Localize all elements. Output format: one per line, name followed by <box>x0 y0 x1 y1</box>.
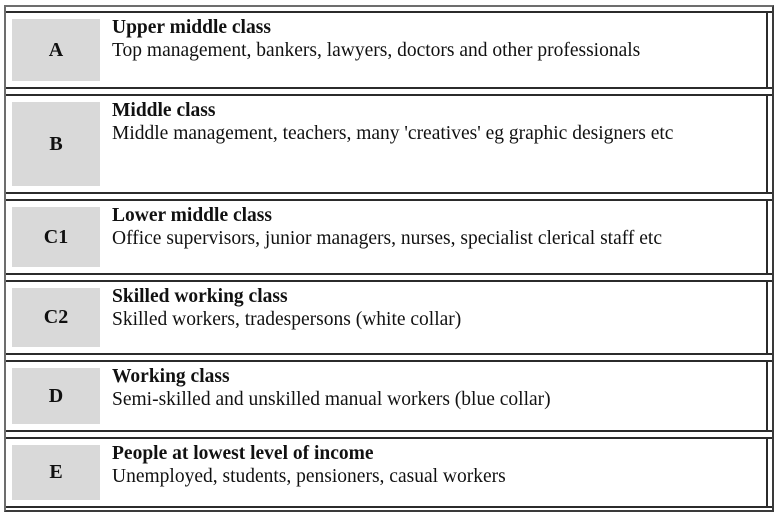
table-row-e <box>6 437 772 508</box>
grade-code: A <box>48 38 64 61</box>
grade-code-cell <box>12 19 100 81</box>
grade-title: People at lowest level of income <box>112 443 374 464</box>
grade-title: Working class <box>112 366 230 387</box>
grade-description-cell <box>112 365 760 411</box>
grade-title: Lower middle class <box>112 205 272 226</box>
table-row-c1 <box>6 199 772 275</box>
grade-title: Skilled working class <box>112 286 288 307</box>
grade-description: Unemployed, students, pensioners, casual workers <box>112 466 506 487</box>
grade-description-cell <box>112 204 760 250</box>
grade-code: B <box>49 132 63 155</box>
grade-code: C2 <box>43 306 69 328</box>
grade-code-cell <box>12 288 100 347</box>
grade-description: Skilled workers, tradespersons (white collar) <box>112 309 462 330</box>
table-row-d <box>6 360 772 432</box>
grade-code: E <box>49 461 63 483</box>
grade-code-cell <box>12 102 100 186</box>
grade-title: Upper middle class <box>112 17 271 38</box>
grade-title: Middle class <box>112 100 216 121</box>
table-row-c2 <box>6 280 772 355</box>
grade-description: Middle management, teachers, many 'creatives' eg graphic designers etc <box>112 123 674 144</box>
social-grade-table <box>4 5 774 512</box>
grade-code-cell <box>12 445 100 500</box>
table-row-a <box>6 11 772 89</box>
grade-description-cell <box>112 442 760 488</box>
grade-code: D <box>48 384 64 407</box>
grade-description-cell <box>112 99 760 145</box>
grade-description: Semi-skilled and unskilled manual workers (blue collar) <box>112 389 551 410</box>
table-row-b <box>6 94 772 194</box>
grade-code-cell <box>12 368 100 424</box>
grade-description-cell <box>112 285 760 331</box>
grade-description: Office supervisors, junior managers, nurses, specialist clerical staff etc <box>112 228 662 249</box>
grade-code-cell <box>12 207 100 267</box>
grade-code: C1 <box>43 225 69 248</box>
grade-description: Top management, bankers, lawyers, doctors and other professionals <box>112 40 641 61</box>
grade-description-cell <box>112 16 760 62</box>
